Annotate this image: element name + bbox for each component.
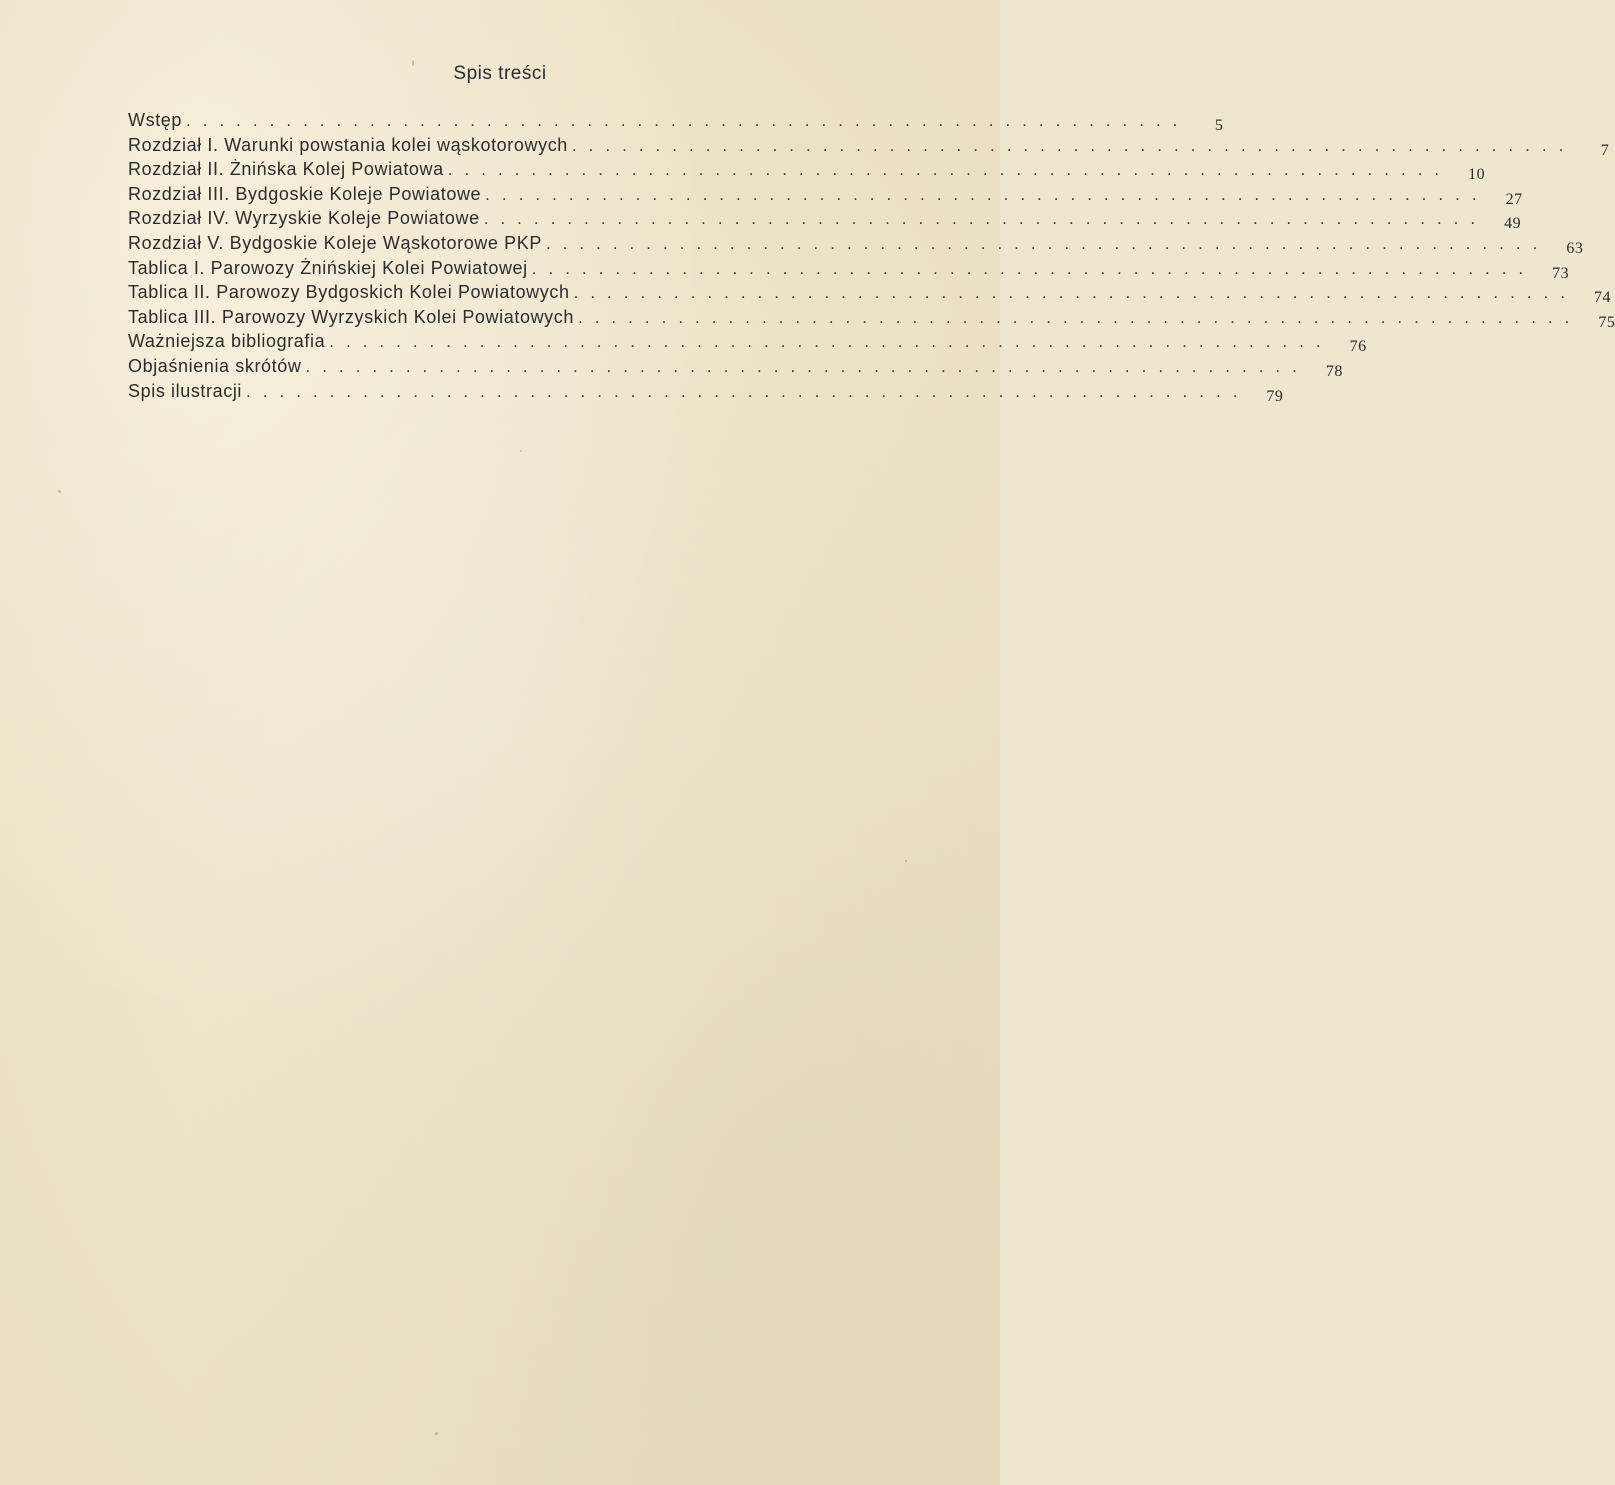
table-of-contents bbox=[128, 110, 1615, 405]
toc-entry-label: Tablica II. Parowozy Bydgoskich Kolei Powiatowych bbox=[128, 282, 570, 303]
toc-entry-label: Rozdział I. Warunki powstania kolei wąskotorowych bbox=[128, 134, 568, 155]
paper-speck bbox=[520, 450, 522, 452]
toc-dot-leader: ............................................................ bbox=[531, 258, 1536, 278]
toc-entry-label: Rozdział III. Bydgoskie Koleje Powiatowe bbox=[128, 183, 482, 204]
toc-entry-label: Rozdział V. Bydgoskie Koleje Wąskotorowe PKP bbox=[128, 232, 542, 253]
toc-entry bbox=[128, 232, 1584, 258]
toc-entry-page-number: 5 bbox=[1214, 117, 1224, 134]
toc-entry-page-number: 63 bbox=[1566, 239, 1584, 257]
toc-entry-page-number: 27 bbox=[1505, 190, 1523, 208]
toc-dot-leader: ............................................................ bbox=[483, 209, 1488, 229]
toc-entry bbox=[128, 282, 1611, 307]
toc-dot-leader: ............................................................ bbox=[485, 184, 1489, 204]
toc-dot-leader: ............................................................ bbox=[545, 233, 1550, 253]
toc-entry-label: Wstęp bbox=[128, 110, 183, 130]
toc-entry bbox=[128, 159, 1486, 184]
toc-entry-label: Rozdział IV. Wyrzyskie Koleje Powiatowe bbox=[128, 208, 480, 229]
toc-entry-page-number: 7 bbox=[1600, 141, 1610, 159]
toc-entry-page-number: 10 bbox=[1468, 166, 1486, 184]
toc-entry bbox=[128, 183, 1523, 209]
toc-dot-leader: ............................................................ bbox=[573, 283, 1577, 303]
toc-entry bbox=[128, 331, 1367, 356]
toc-entry-label: Spis ilustracji bbox=[128, 380, 243, 401]
toc-entry-page-number: 73 bbox=[1552, 264, 1570, 282]
toc-dot-leader: ............................................................ bbox=[329, 332, 1333, 352]
paper-speck bbox=[905, 860, 907, 862]
toc-entry bbox=[128, 208, 1522, 233]
toc-entry-page-number: 79 bbox=[1266, 387, 1284, 405]
toc-entry-label: Objaśnienia skrótów bbox=[128, 355, 302, 376]
toc-dot-leader: ............................................................ bbox=[246, 381, 1250, 401]
page-title: Spis treści bbox=[453, 63, 547, 84]
toc-entry bbox=[128, 257, 1570, 283]
toc-entry-label: Tablica I. Parowozy Żnińskiej Kolei Powiatowej bbox=[128, 257, 528, 278]
toc-entry bbox=[128, 355, 1343, 381]
toc-entry-label: Tablica III. Parowozy Wyrzyskich Kolei Powiatowych bbox=[128, 306, 574, 327]
toc-entry-page-number: 75 bbox=[1598, 313, 1615, 331]
toc-entry bbox=[128, 306, 1615, 332]
toc-entry bbox=[128, 134, 1610, 160]
toc-entry-page-number: 78 bbox=[1325, 362, 1343, 380]
paper-speck bbox=[58, 490, 61, 493]
toc-dot-leader: ............................................................ bbox=[186, 111, 1190, 130]
toc-entry-page-number: 49 bbox=[1504, 215, 1522, 233]
toc-dot-leader: ............................................................ bbox=[305, 356, 1309, 376]
toc-entry bbox=[128, 110, 1224, 135]
paper-speck bbox=[435, 1432, 438, 1435]
toc-entry-page-number: 76 bbox=[1349, 338, 1367, 356]
toc-dot-leader: ............................................................ bbox=[577, 307, 1582, 327]
toc-dot-leader: ............................................................ bbox=[571, 135, 1576, 155]
toc-entry-label: Ważniejsza bibliografia bbox=[128, 331, 326, 352]
toc-dot-leader: ............................................................ bbox=[447, 160, 1452, 180]
toc-entry-label: Rozdział II. Żnińska Kolej Powiatowa bbox=[128, 159, 444, 180]
toc-entry bbox=[128, 380, 1284, 406]
toc-entry-page-number: 74 bbox=[1593, 289, 1611, 307]
